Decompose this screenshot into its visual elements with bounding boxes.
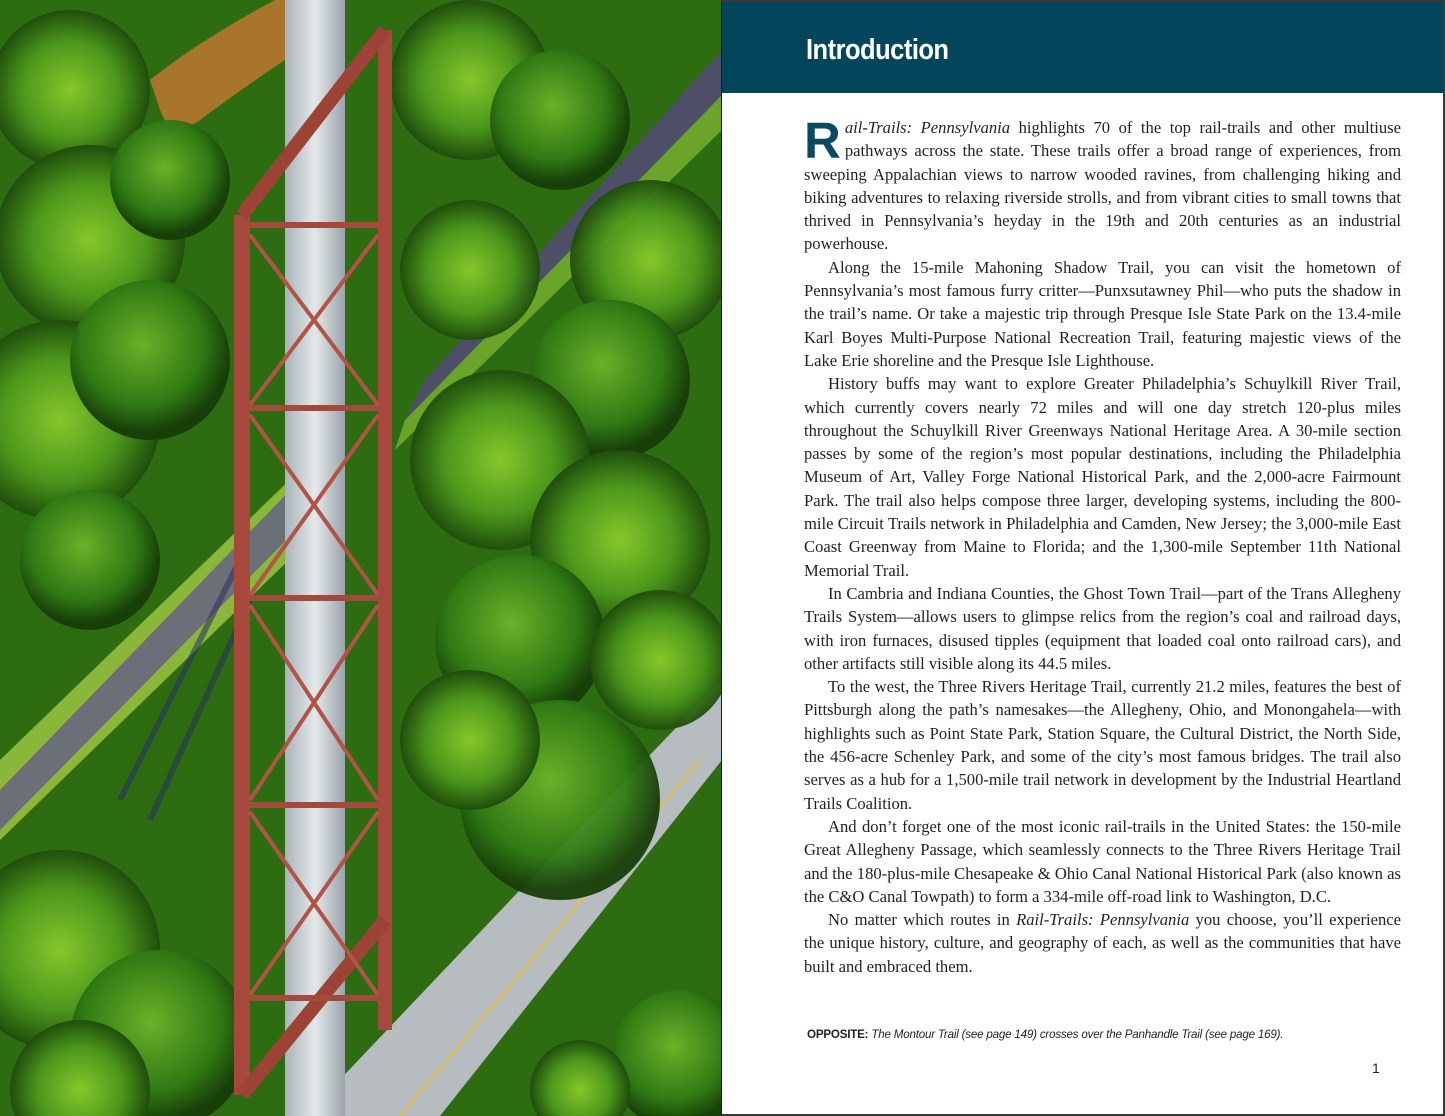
paragraph-2: Along the 15-mile Mahoning Shadow Trail, you can visit the hometown of Pennsylvania’s most famous furry critter—Punxsutawney Phil—who puts the shadow in the trail’s name. Or take a majestic trip through Presque Isle State Park on the 13.4-mile Karl Boyes Multi-Purpose National Recreation Trail, featuring majestic views of the Lake Erie shoreline and the Presque Isle Lighthouse. xyxy=(804,257,1401,370)
page-number: 1 xyxy=(1372,1060,1380,1076)
paragraph-3: History buffs may want to explore Greater Philadelphia’s Schuylkill River Trail, which currently covers nearly 72 miles and will one day stretch 120-plus miles throughout the Schuylkill River Greenways National Heritage Area. A 30-mile section passes by some of the region’s most popular destinations, including the Philadelphia Museum of Art, Valley Forge National Historical Park, and the 2,000-acre Fairmount Park. The trail also helps compose three larger, developing systems, including the 800-mile Circuit Trails network in Philadelphia and Camden, New Jersey; the 3,000-mile East Coast Greenway from Maine to Florida; and the 1,300-mile September 11th National Memorial Trail. xyxy=(804,374,1401,580)
photo-caption xyxy=(807,1028,1283,1041)
caption-text: The Montour Trail (see page 149) crosses over the Panhandle Trail (see page 169). xyxy=(868,1028,1284,1041)
paragraph-7-text-b: you choose, you’ll experience the unique history, culture, and geography of each, as well as the communities that have built and embraced them. xyxy=(804,910,1402,976)
paragraph-1-text: highlights 70 of the top rail-trails and other multiuse pathways across the state. These trails offer a broad range of experiences, from sweeping Appalachian views to narrow wooded ravines, from challenging hiking and biking adventures to relaxing riverside strolls, and from vibrant cities to small towns that thrived in Pennsylvania’s heyday in the 19th and 20th centuries as an industrial powerhouse. xyxy=(804,118,1402,254)
body-text xyxy=(804,112,1402,978)
paragraph-7 xyxy=(804,908,1401,978)
introduction-page xyxy=(722,0,1445,1116)
book-title-italic: Rail-Trails: Pennsylvania xyxy=(1016,910,1190,930)
paragraph-7-text-a: No matter which routes in xyxy=(828,910,1017,930)
book-title-italic: ail-Trails: Pennsylvania xyxy=(844,118,1011,137)
photo-illustration xyxy=(0,0,722,1116)
paragraph-5: To the west, the Three Rivers Heritage Trail, currently 21.2 miles, features the best of Pittsburgh along the path’s namesakes—the Allegheny, Ohio, and Monongahela—with highlights such as Point State Park, Station Square, the Cultural District, the North Side, the 456-acre Schenley Park, and some of the city’s most famous bridges. The trail also serves as a hub for a 1,500-mile trail network in development by the Industrial Heartland Trails Coalition. xyxy=(804,677,1401,813)
drop-cap: R xyxy=(804,112,841,169)
paragraph-6: And don’t forget one of the most iconic rail-trails in the United States: the 150-mile Great Allegheny Passage, which seamlessly connects to the Three Rivers Heritage Trail and the 180-plus-mile Chesapeake & Ohio Canal National Historical Park (also known as the C&O Canal Towpath) to form a 334-mile off-road link to Washington, D.C. xyxy=(804,816,1401,906)
caption-label: OPPOSITE: xyxy=(807,1028,869,1041)
paragraph-1 xyxy=(804,112,1402,256)
paragraph-4: In Cambria and Indiana Counties, the Ghost Town Trail—part of the Trans Allegheny Trails System—allows users to glimpse relics from the region’s coal and railroad days, with iron furnaces, disused tipples (equipment that loaded coal onto railroad cars), and other artifacts still visible along its 44.5 miles. xyxy=(804,583,1401,673)
chapter-title: Introduction xyxy=(806,34,949,66)
aerial-bridge-photo xyxy=(0,0,722,1116)
